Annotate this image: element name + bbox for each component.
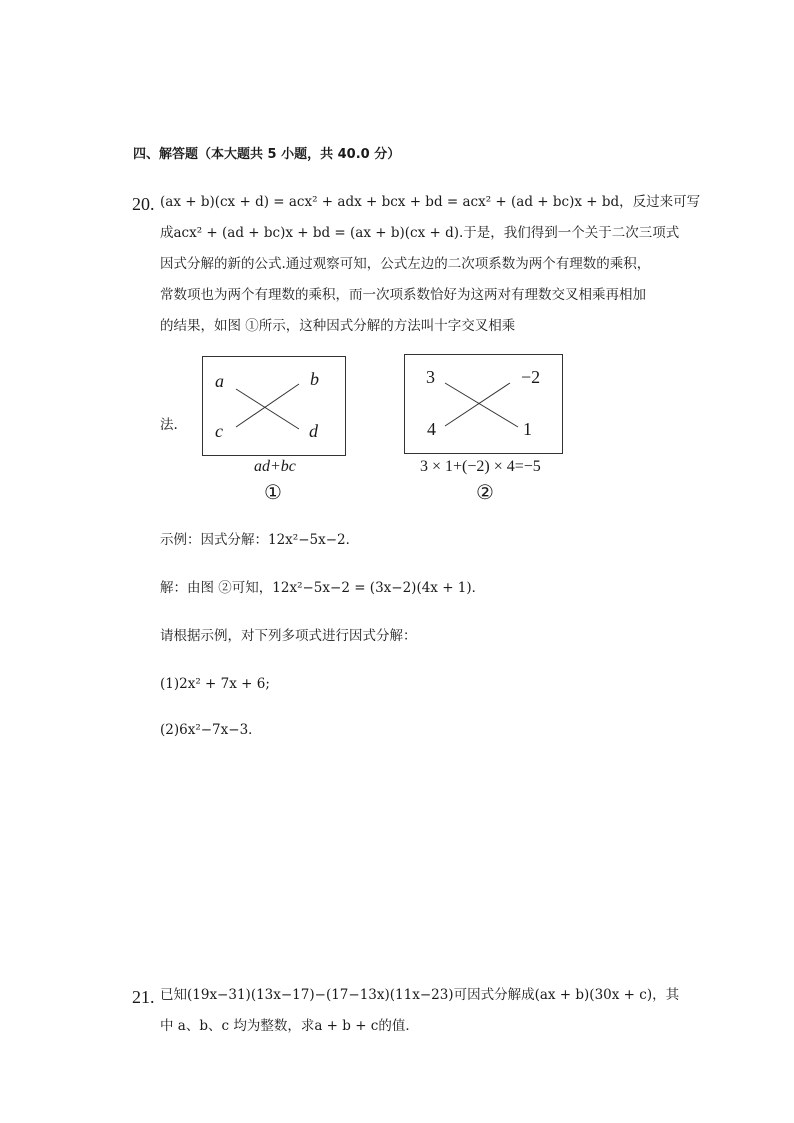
q20-fa-label: 法. — [160, 417, 178, 433]
figure-1-bottom-right: d — [309, 421, 318, 441]
q20-line-5: 的结果，如图 ①所示，这种因式分解的方法叫十字交叉相乘 — [160, 318, 516, 334]
q20-line-4: 常数项也为两个有理数的乘积，而一次项系数恰好为这两对有理数交叉相乘再相加 — [160, 287, 646, 303]
figure-1-caption: ad+bc — [254, 458, 296, 475]
q21-line-1: 已知(19x−31)(13x−17)−(17−13x)(11x−23)可因式分解成(ax + b)(30x + c)，其 — [160, 987, 680, 1003]
section-title: 四、解答题（本大题共 5 小题，共 40.0 分） — [133, 147, 401, 162]
q20-line-1: (ax + b)(cx + d) = acx² + adx + bcx + bd = acx² + (ad + bc)x + bd，反过来可写 — [160, 194, 701, 210]
q21-line-2: 中 a、b、c 均为整数，求a + b + c的值． — [160, 1018, 419, 1034]
q20-part-1: (1)2x² + 7x + 6; — [160, 676, 270, 692]
q20-line-3: 因式分解的新的公式.通过观察可知，公式左边的二次项系数为两个有理数的乘积， — [160, 256, 651, 272]
figure-1-box — [202, 356, 346, 456]
figure-2-bottom-left: 4 — [427, 419, 436, 439]
question-20-number: 20. — [132, 194, 155, 214]
figure-2-box — [404, 354, 563, 454]
question-21-number: 21. — [132, 987, 155, 1007]
q20-instruction: 请根据示例，对下列多项式进行因式分解： — [160, 628, 417, 644]
figure-2-caption: 3 × 1+(−2) × 4=−5 — [420, 458, 541, 475]
q20-example: 示例：因式分解：12x²−5x−2． — [160, 532, 360, 548]
figure-2-marker: ② — [476, 480, 494, 504]
q20-line-2: 成acx² + (ad + bc)x + bd = (ax + b)(cx + d).于是，我们得到一个关于二次三项式 — [160, 225, 680, 241]
figure-1-top-right: b — [310, 369, 319, 389]
figure-1-bottom-left: c — [215, 421, 223, 441]
figure-2-bottom-right: 1 — [523, 419, 532, 439]
figure-2-top-left: 3 — [426, 367, 435, 387]
figure-1-cross — [203, 357, 345, 455]
figure-2-top-right: −2 — [521, 367, 541, 387]
q20-part-2: (2)6x²−7x−3． — [160, 722, 262, 738]
q20-solution: 解：由图 ②可知，12x²−5x−2 = (3x−2)(4x + 1)． — [160, 580, 486, 596]
figure-1-top-left: a — [215, 371, 224, 391]
figure-1-marker: ① — [264, 480, 282, 504]
